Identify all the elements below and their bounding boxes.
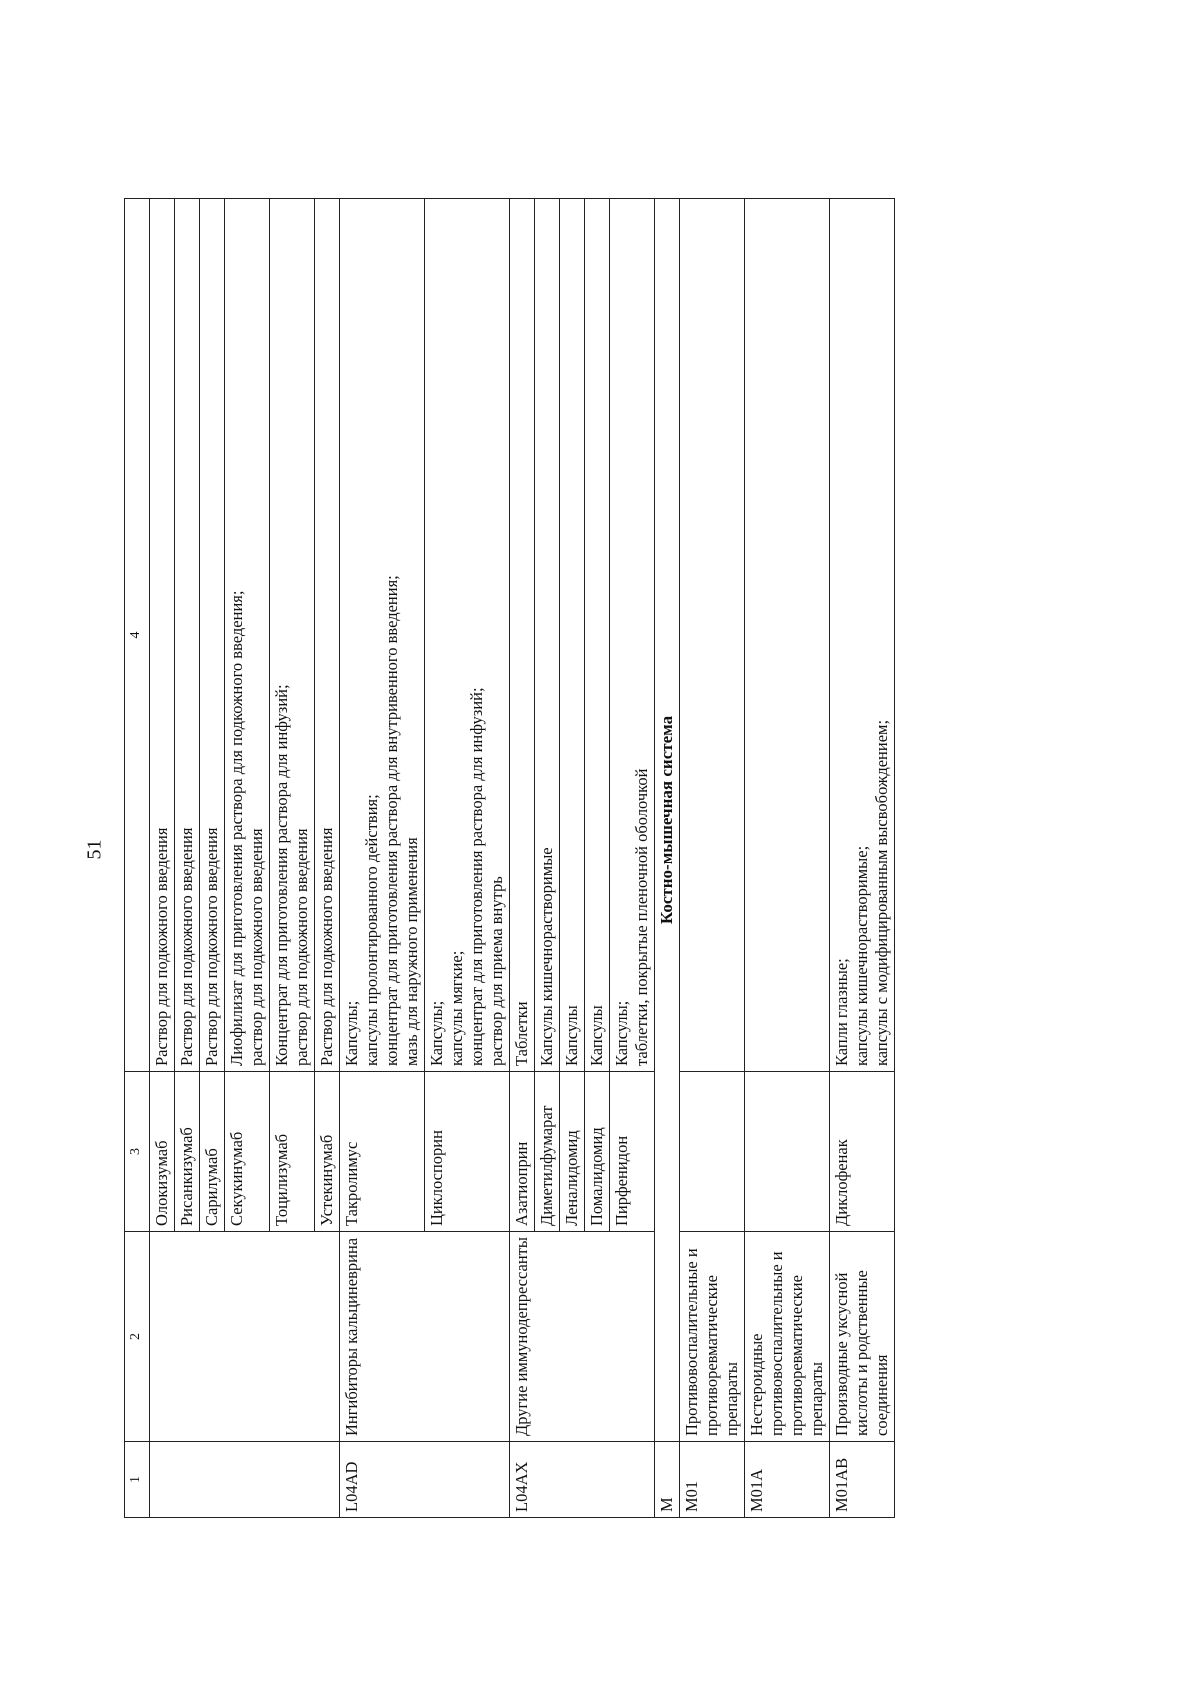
table-row — [745, 199, 830, 1518]
table-row — [340, 199, 425, 1518]
dosage-form: капсулы с модифицированным высвобождением; — [872, 719, 891, 1066]
table-row — [830, 199, 895, 1518]
atc-code-cell: M01 — [680, 1442, 745, 1518]
dosage-forms-cell — [175, 199, 200, 1072]
dosage-form: Капсулы — [562, 1005, 581, 1066]
dosage-forms-cell — [225, 199, 270, 1072]
dosage-form: Капли глазные; — [832, 958, 851, 1066]
drug-name-cell: Устекинумаб — [315, 1072, 340, 1232]
column-header: 4 — [125, 199, 150, 1072]
dosage-form: раствор для подкожного введения — [247, 828, 266, 1066]
drug-name-cell: Диклофенак — [830, 1072, 895, 1232]
atc-code-cell: M01A — [745, 1442, 830, 1518]
drug-name-cell: Такролимус — [340, 1072, 425, 1232]
dosage-forms-cell — [535, 199, 560, 1072]
drug-name-cell — [745, 1072, 830, 1232]
section-row — [655, 199, 680, 1518]
table-row — [150, 199, 175, 1518]
table-row — [510, 199, 535, 1518]
dosage-forms-cell — [150, 199, 175, 1072]
drug-name-cell: Помалидомид — [585, 1072, 610, 1232]
dosage-forms-cell — [745, 199, 830, 1072]
drug-name-cell: Циклоспорин — [425, 1072, 510, 1232]
drug-name-cell: Пирфенидон — [610, 1072, 655, 1232]
dosage-forms-cell — [610, 199, 655, 1072]
dosage-form: раствор для подкожного введения — [292, 828, 311, 1066]
dosage-forms-cell — [340, 199, 425, 1072]
dosage-form: Капсулы; — [342, 1000, 361, 1066]
dosage-form: капсулы кишечнорастворимые; — [852, 845, 871, 1066]
atc-code-cell: L04AD — [340, 1442, 510, 1518]
page-number: 51 — [83, 839, 106, 860]
dosage-form: концентрат для приготовления раствора для внутривенного введения; — [382, 575, 401, 1066]
atc-code-cell: M — [655, 1442, 680, 1518]
group-cell — [150, 1232, 340, 1442]
group-cell: Нестероидные противовоспалительные и противоревматические препараты — [745, 1232, 830, 1442]
group-cell: Производные уксусной кислоты и родственные соединения — [830, 1232, 895, 1442]
group-cell: Другие иммунодепрессанты — [510, 1232, 655, 1442]
group-cell: Ингибиторы кальциневрина — [340, 1232, 510, 1442]
group-cell: Противовоспалительные и противоревматические препараты — [680, 1232, 745, 1442]
atc-code-cell — [150, 1442, 340, 1518]
dosage-form: Раствор для подкожного введения — [152, 827, 171, 1066]
dosage-forms-cell — [270, 199, 315, 1072]
dosage-form: капсулы мягкие; — [447, 950, 466, 1066]
dosage-form: Концентрат для приготовления раствора для инфузий; — [272, 684, 291, 1066]
column-header: 2 — [125, 1232, 150, 1442]
dosage-form: Раствор для подкожного введения — [202, 827, 221, 1066]
dosage-form: таблетки, покрытые пленочной оболочкой — [632, 768, 651, 1066]
dosage-form: мазь для наружного применения — [402, 837, 421, 1066]
dosage-forms-cell — [315, 199, 340, 1072]
drug-name-cell: Олокизумаб — [150, 1072, 175, 1232]
column-header: 1 — [125, 1442, 150, 1518]
dosage-forms-cell — [680, 199, 745, 1072]
atc-code-cell: L04AX — [510, 1442, 655, 1518]
dosage-forms-cell — [425, 199, 510, 1072]
dosage-forms-cell — [200, 199, 225, 1072]
drug-name-cell: Рисанкизумаб — [175, 1072, 200, 1232]
drug-name-cell: Азатиоприн — [510, 1072, 535, 1232]
dosage-form: Таблетки — [512, 1001, 531, 1066]
dosage-form: Капсулы; — [427, 1000, 446, 1066]
dosage-form: раствор для приема внутрь — [487, 876, 506, 1066]
dosage-forms-cell — [510, 199, 535, 1072]
dosage-forms-cell — [830, 199, 895, 1072]
table-row — [680, 199, 745, 1518]
drug-table-wrapper — [124, 198, 1052, 1518]
dosage-form: Раствор для подкожного введения — [317, 827, 336, 1066]
drug-name-cell: Сарилумаб — [200, 1072, 225, 1232]
drug-name-cell: Тоцилизумаб — [270, 1072, 315, 1232]
drug-name-cell: Диметилфумарат — [535, 1072, 560, 1232]
dosage-form: капсулы пролонгированного действия; — [362, 794, 381, 1066]
dosage-form: Капсулы кишечнорастворимые — [537, 847, 556, 1066]
dosage-forms-cell — [560, 199, 585, 1072]
column-header: 3 — [125, 1072, 150, 1232]
atc-code-cell: M01AB — [830, 1442, 895, 1518]
drug-name-cell: Леналидомид — [560, 1072, 585, 1232]
dosage-form: концентрат для приготовления раствора для инфузий; — [467, 687, 486, 1066]
dosage-form: Капсулы — [587, 1005, 606, 1066]
drug-name-cell: Секукинумаб — [225, 1072, 270, 1232]
dosage-form: Капсулы; — [612, 1000, 631, 1066]
table-header-row — [125, 199, 150, 1518]
drug-name-cell — [680, 1072, 745, 1232]
drug-table — [124, 198, 895, 1518]
dosage-form: Лиофилизат для приготовления раствора для подкожного введения; — [227, 590, 246, 1066]
dosage-form: Раствор для подкожного введения — [177, 827, 196, 1066]
section-title: Костно-мышечная система — [655, 199, 680, 1442]
dosage-forms-cell — [585, 199, 610, 1072]
